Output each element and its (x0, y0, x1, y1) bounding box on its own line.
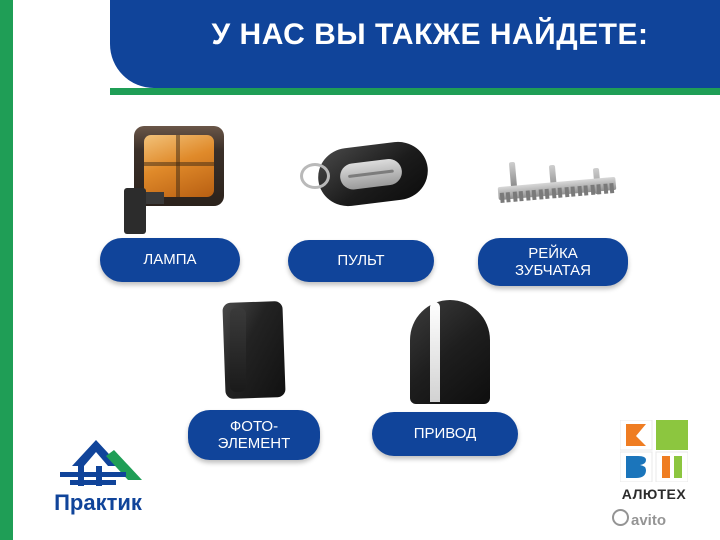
praktik-logo (38, 440, 158, 530)
product-label-photocell-line1: ФОТО- (229, 418, 279, 435)
gate-drive-icon (404, 300, 496, 408)
product-label-photocell[interactable] (188, 410, 320, 460)
gear-rack-icon (498, 160, 616, 208)
signal-lamp-icon (118, 126, 228, 234)
product-label-rack[interactable] (478, 238, 628, 286)
alutech-logo (614, 420, 694, 520)
praktik-mark-icon (56, 440, 142, 488)
header-green-underline (110, 88, 720, 95)
product-label-rack-line2: ЗУБЧАТАЯ (515, 262, 591, 279)
product-label-drive[interactable]: ПРИВОД (372, 412, 518, 456)
left-green-bar (0, 0, 13, 540)
praktik-logo-text: Практик (54, 490, 142, 515)
product-label-photocell-line2: ЭЛЕМЕНТ (217, 435, 291, 452)
remote-control-icon (300, 145, 428, 207)
alutech-logo-text: АЛЮТЕХ (621, 486, 687, 502)
product-label-rack-line1: РЕЙКА (528, 245, 578, 262)
alutech-mark-icon (620, 420, 688, 482)
avito-watermark (612, 508, 666, 529)
product-label-lamp[interactable]: ЛАМПА (100, 238, 240, 282)
page-title: У НАС ВЫ ТАКЖЕ НАЙДЕТЕ: (211, 18, 649, 51)
avito-watermark-text: avito (631, 512, 667, 529)
left-white-gap (13, 0, 18, 540)
product-label-remote[interactable]: ПУЛЬТ (288, 240, 434, 282)
avito-watermark-icon (612, 509, 629, 526)
photocell-icon (224, 302, 290, 402)
